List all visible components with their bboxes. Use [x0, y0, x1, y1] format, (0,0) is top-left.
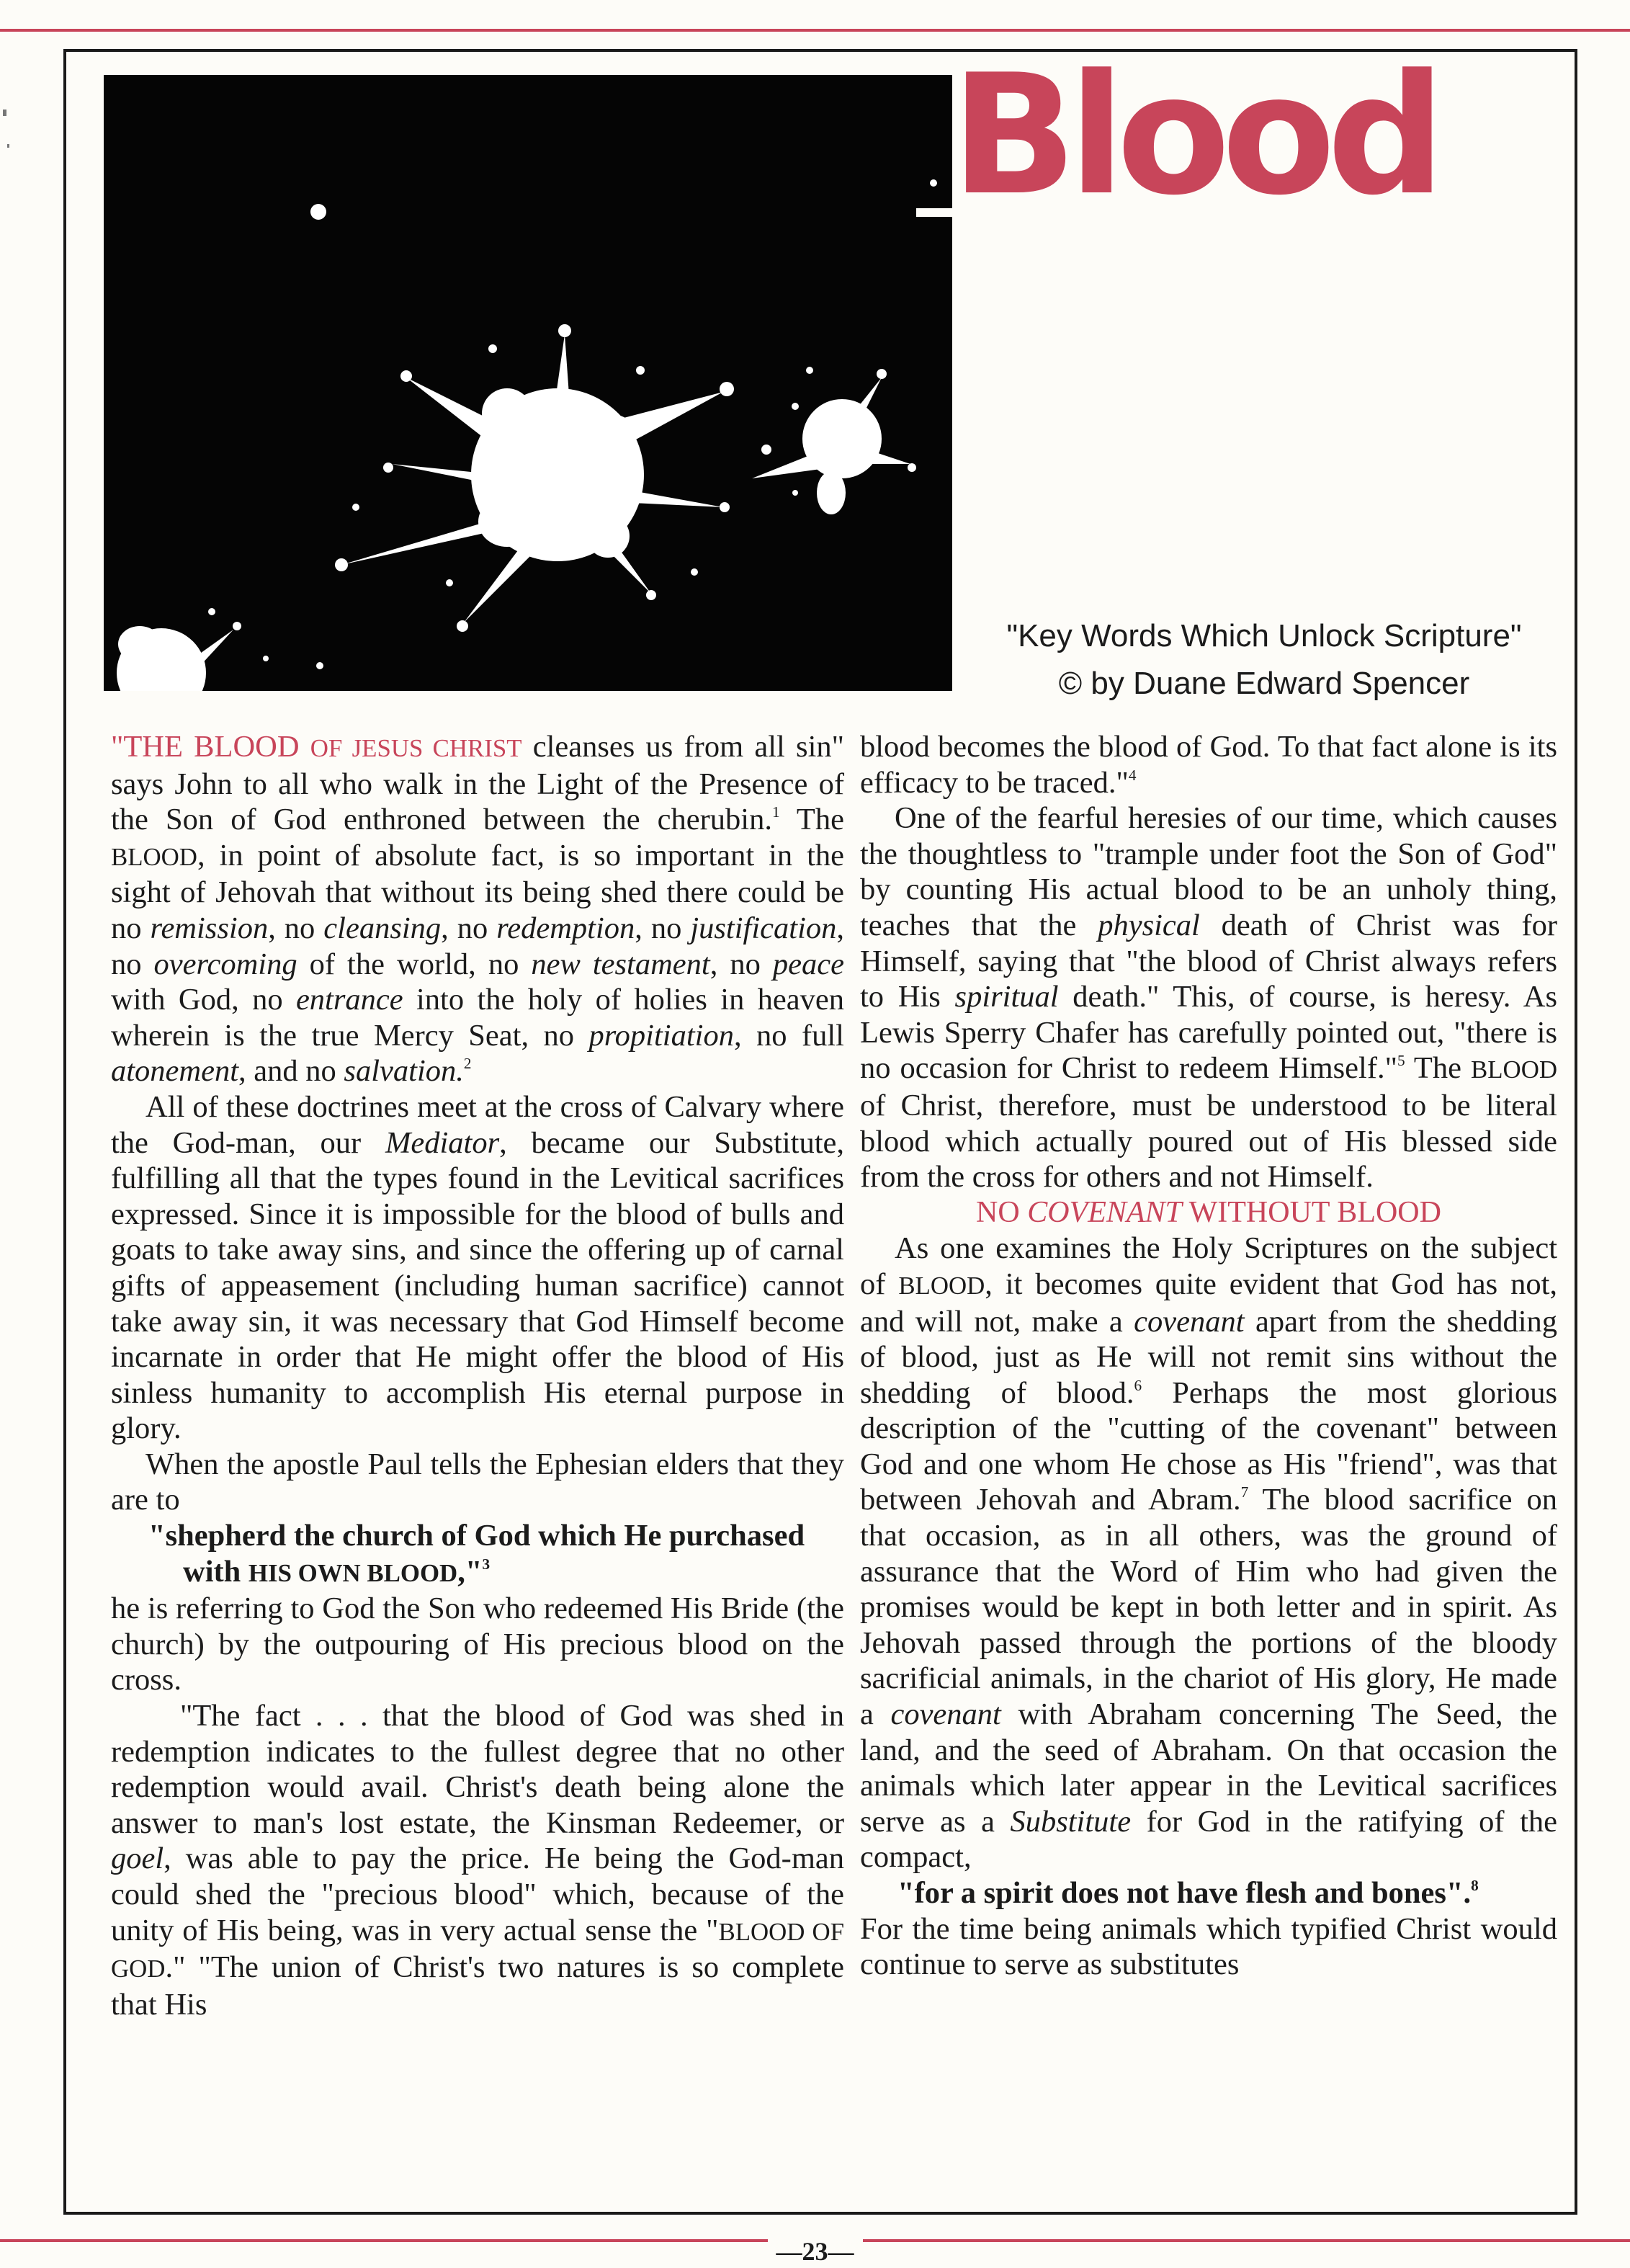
- text-run: One of the fearful heresies of our time, which causes the thoughtless to "trample under foot the Son of God" by counting His actual blood to be an unholy thing, teaches that the: [860, 801, 1557, 942]
- article-frame: [63, 40, 1577, 2215]
- text-run: , became our Substitute, fulfilling all that the types found in the Levitical sacrifices expressed. Since it is impossible for the blood of bulls and goats to take away sins, and since the offering up of carnal gifts of appeasement (including human sacrifice) cannot take away sin, it was necessary that God Himself become incarnate in order that He might offer the blood of His sinless humanity to accomplish His eternal purpose in glory.: [111, 1125, 845, 1446]
- text-run: , in point of absolute fact, is so important in the sight of Jehovah that without its being shed there could be no: [111, 838, 844, 945]
- text-run: for God in the ratifying of the compact,: [860, 1804, 1557, 1875]
- smallcaps-term: BLOOD: [1471, 1055, 1557, 1084]
- footnote-ref: 3: [482, 1555, 491, 1573]
- italic-term: covenant: [1134, 1304, 1245, 1339]
- italic-term: Mediator: [385, 1125, 500, 1160]
- text-run: "The fact . . . that the blood of God was shed in redemption indicates to the fullest degree that no other redemption would avail. Christ's death being alone the answer to man's lost estate, the Kinsman Redeemer, or: [111, 1699, 844, 1840]
- text-run: , and no: [238, 1054, 344, 1089]
- smallcaps-term: BLOOD OF GOD: [111, 1917, 844, 1983]
- text-run: apart from the shedding of blood, just as He will not remit sins without the shedding of blood.: [860, 1304, 1557, 1410]
- heading-text: WITHOUT BLOOD: [1181, 1195, 1441, 1229]
- right-column: [860, 729, 1557, 1983]
- text-run: , it becomes quite evident that God has not, and will not, make a: [860, 1267, 1557, 1339]
- footnote-ref: 5: [1397, 1052, 1405, 1070]
- italic-term: salvation.: [344, 1054, 464, 1089]
- paragraph: [111, 1089, 844, 1447]
- lead-text-smallcaps: OF JESUS CHRIST: [310, 734, 522, 762]
- italic-term: entrance: [295, 983, 403, 1017]
- text-run: , no: [111, 911, 845, 981]
- smallcaps-term: HIS OWN BLOOD: [248, 1558, 458, 1587]
- paragraph: When the apostle Paul tells the Ephesian elders that they are to: [111, 1447, 844, 1517]
- text-run: of the world, no: [297, 947, 532, 981]
- text-run: into the holy of holies in heaven wherein is the true Mercy Seat, no: [111, 983, 845, 1053]
- italic-term: justification: [690, 911, 837, 945]
- paragraph: [111, 729, 844, 1089]
- italic-term: new testament: [531, 947, 710, 981]
- text-run: Perhaps the most glorious description of the "cutting of the covenant" between God and one whom He chose as His "friend", was that between Jehovah and Abram.: [860, 1375, 1557, 1517]
- text-run: , no: [709, 947, 773, 981]
- text-run: of Christ, therefore, must be understood to be literal blood which actually poured out of His blessed side from the cross for others and not Himself.: [860, 1088, 1557, 1195]
- text-run: , no: [441, 911, 497, 945]
- left-column: [111, 729, 844, 2022]
- italic-term: overcoming: [153, 947, 297, 981]
- paragraph: he is referring to God the Son who redeemed His Bride (the church) by the outpouring of His precious blood on the cross.: [111, 1591, 844, 1697]
- smallcaps-term: BLOOD: [898, 1271, 985, 1300]
- italic-term: physical: [1098, 908, 1200, 942]
- text-run: with Abraham concerning The Seed, the land, and the seed of Abraham. On that occasion the animals which later appear in the Levitical sacrifices serve as a: [860, 1697, 1557, 1839]
- text-run: cleanses us from all sin" says John to all who walk in the Light of the Presence of the Son of God enthroned between the cherubin.: [111, 730, 845, 837]
- page-number: [0, 2236, 1630, 2267]
- paragraph: [860, 1231, 1557, 1875]
- text-run: death of Christ was for Himself, saying that "the blood of Christ always refers to His: [860, 908, 1557, 1014]
- smallcaps-term: BLOOD: [111, 842, 197, 871]
- italic-term: cleansing: [323, 911, 442, 945]
- text-run: The: [1405, 1051, 1472, 1086]
- italic-term: propitiation: [588, 1018, 734, 1053]
- italic-term: peace: [772, 947, 844, 981]
- blood-splatter-illustration: [104, 75, 952, 691]
- quoted-paragraph: [111, 1698, 844, 2022]
- section-heading: [860, 1195, 1557, 1231]
- block-quote: [111, 1518, 844, 1591]
- text-run: with God, no: [111, 983, 296, 1017]
- text-run: All of these doctrines meet at the cross of Calvary where the God-man, our: [111, 1089, 844, 1160]
- footnote-ref: 8: [1471, 1877, 1479, 1894]
- block-quote: [860, 1875, 1557, 1911]
- text-run: ,": [457, 1554, 483, 1589]
- article-title: Blood: [951, 40, 1437, 232]
- italic-term: goel: [111, 1841, 164, 1876]
- margin-mark: [7, 144, 9, 148]
- text-run: death." This, of course, is heresy. As Lewis Sperry Chafer has carefully pointed out, "there is no occasion for Christ to redeem Himself.": [860, 980, 1557, 1086]
- margin-mark: [3, 110, 6, 116]
- text-run: , no: [268, 911, 324, 945]
- italic-term: covenant: [890, 1697, 1001, 1732]
- top-rule: [0, 29, 1630, 32]
- text-run: "for a spirit does not have flesh and bones".: [897, 1876, 1472, 1910]
- italic-term: atonement: [111, 1054, 239, 1089]
- footnote-ref: 1: [771, 803, 780, 821]
- footnote-ref: 4: [1128, 766, 1137, 784]
- splatter-graphic: [104, 75, 952, 691]
- heading-text: NO: [976, 1195, 1028, 1229]
- text-run: ." "The union of Christ's two natures is so complete that His: [111, 1950, 844, 2022]
- page-number-text: —23—: [768, 2237, 863, 2266]
- text-run: The: [779, 803, 844, 837]
- italic-term: Substitute: [1010, 1804, 1132, 1839]
- italic-term: spiritual: [954, 980, 1059, 1014]
- text-run: blood becomes the blood of God. To that fact alone is its efficacy to be traced.": [860, 730, 1557, 800]
- text-run: , was able to pay the price. He being the God-man could shed the "precious blood" which, because of the unity of His being, was in very actual sense the ": [111, 1841, 844, 1947]
- copyright-author: © by Duane Edward Spencer: [1058, 666, 1470, 701]
- paragraph: For the time being animals which typified Christ would continue to serve as substitutes: [860, 1911, 1557, 1982]
- footnote-ref: 6: [1134, 1376, 1142, 1394]
- text-run: "shepherd the church of God which He purchased with: [148, 1519, 805, 1589]
- text-run: The blood sacrifice on that occasion, as in all others, was the ground of assurance that the Word of Him who had given the promises would be kept in both letter and in spirit. As Jehovah passed through the portions of the bloody sacrificial animals, in the chariot of His glory, He made a: [860, 1483, 1557, 1732]
- subtitle-series: "Key Words Which Unlock Scripture": [1006, 618, 1522, 653]
- paragraph: [860, 800, 1557, 1195]
- footnote-ref: 2: [463, 1055, 472, 1073]
- footnote-ref: 7: [1240, 1483, 1249, 1501]
- lead-text: "THE BLOOD: [111, 730, 300, 764]
- italic-term: redemption: [496, 911, 635, 945]
- paragraph: [860, 729, 1557, 800]
- text-run: , no: [635, 911, 691, 945]
- heading-italic: COVENANT: [1027, 1195, 1182, 1229]
- text-run: , no full: [733, 1018, 844, 1053]
- article-byline: [958, 612, 1570, 707]
- italic-term: remission: [150, 911, 269, 945]
- text-run: As one examines the Holy Scriptures on the subject of: [860, 1231, 1557, 1301]
